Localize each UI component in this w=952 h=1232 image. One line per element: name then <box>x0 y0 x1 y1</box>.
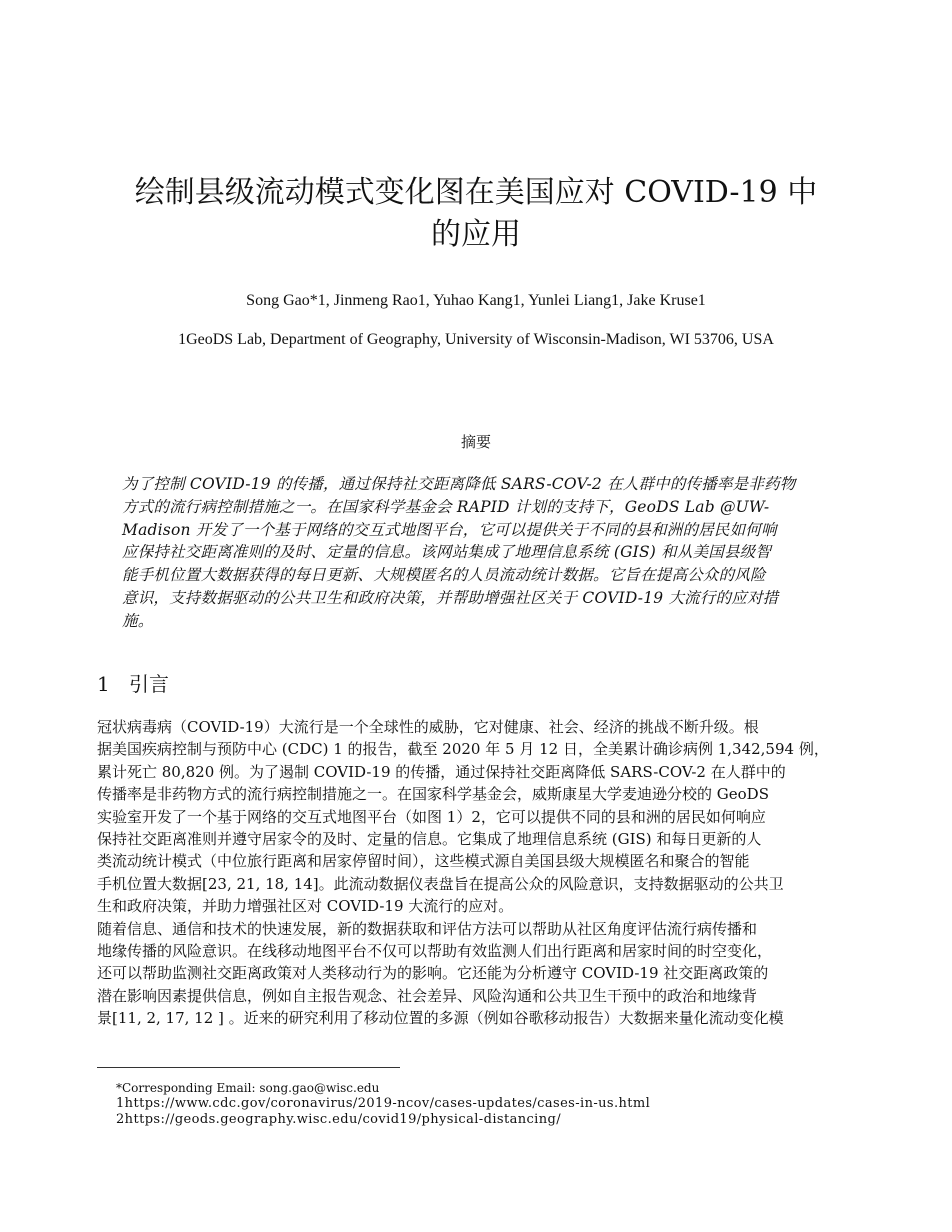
abstract-heading: 摘要 <box>460 433 491 451</box>
body-line: 手机位置大数据[23, 21, 18, 14]。此流动数据仪表盘旨在提高公众的风险意识，支持数据驱动的公共卫 <box>97 874 784 893</box>
abstract-line: 为了控制 COVID-19 的传播，通过保持社交距离降低 SARS-COV-2 在人群中的传播率是非药物 <box>122 475 796 493</box>
body-line: 据美国疾病控制与预防中心 (CDC) 1 的报告，截至 2020 年 5 月 12 日，全美累计确诊病例 1,342,594 例， <box>97 740 829 759</box>
section-heading <box>97 670 169 698</box>
title-line-1: 绘制县级流动模式变化图在美国应对 COVID-19 中 <box>134 175 818 210</box>
footnote-divider <box>97 1067 400 1068</box>
section-number: 1 <box>97 672 110 696</box>
body-line: 随着信息、通信和技术的快速发展，新的数据获取和评估方法可以帮助从社区角度评估流行病传播和 <box>97 919 758 938</box>
body-line: 保持社交距离准则并遵守居家令的及时、定量的信息。它集成了地理信息系统 (GIS) 和每日更新的人 <box>97 830 762 849</box>
body-line: 累计死亡 80,820 例。为了遏制 COVID-19 的传播，通过保持社交距离降低 SARS-COV-2 在人群中的 <box>97 762 786 781</box>
body-line: 地缘传播的风险意识。在线移动地图平台不仅可以帮助有效监测人们出行距离和居家时间的时空变化， <box>97 942 773 961</box>
section-body <box>97 716 857 1030</box>
body-line: 生和政府决策，并助力增强社区对 COVID-19 大流行的应对。 <box>97 897 514 916</box>
section-title: 引言 <box>129 672 169 696</box>
abstract-line: 应保持社交距离准则的及时、定量的信息。该网站集成了地理信息系统 (GIS) 和从美国县级智 <box>122 543 772 562</box>
body-line: 类流动统计模式（中位旅行距离和居家停留时间），这些模式源自美国县级大规模匿名和聚合的智能 <box>97 852 750 871</box>
footnotes <box>116 1080 650 1128</box>
body-line: 潜在影响因素提供信息，例如自主报告观念、社会差异、风险沟通和公共卫生干预中的政治和地缘背 <box>97 986 758 1005</box>
affiliation: 1GeoDS Lab, Department of Geography, University of Wisconsin-Madison, WI 53706, USA <box>178 331 774 348</box>
footnote-link-2[interactable]: 2https://geods.geography.wisc.edu/covid19/physical-distancing/ <box>116 1112 562 1127</box>
body-line: 景[11, 2, 17, 12 ] 。近来的研究利用了移动位置的多源（例如谷歌移动报告）大数据来量化流动变化模 <box>97 1009 784 1028</box>
abstract-line: 能手机位置大数据获得的每日更新、大规模匿名的人员流动统计数据。它旨在提高公众的风险 <box>122 566 766 585</box>
abstract-line: Madison 开发了一个基于网络的交互式地图平台，它可以提供关于不同的县和洲的居民如何响 <box>122 520 777 539</box>
author-list: Song Gao*1, Jinmeng Rao1, Yuhao Kang1, Yunlei Liang1, Jake Kruse1 <box>246 292 706 309</box>
abstract-line: 意识，支持数据驱动的公共卫生和政府决策，并帮助增强社区关于 COVID-19 大流行的应对措 <box>122 588 779 607</box>
paper-title <box>100 172 852 256</box>
title-line-2: 的应用 <box>431 217 521 252</box>
body-line: 还可以帮助监测社交距离政策对人类移动行为的影响。它还能为分析遵守 COVID-19 社交距离政策的 <box>97 964 769 983</box>
body-line: 冠状病毒病（COVID-19）大流行是一个全球性的威胁，它对健康、社会、经济的挑战不断升级。根 <box>97 718 759 736</box>
body-line: 传播率是非药物方式的流行病控制措施之一。在国家科学基金会，威斯康星大学麦迪逊分校的 GeoDS <box>97 785 769 804</box>
body-line: 实验室开发了一个基于网络的交互式地图平台（如图 1）2，它可以提供不同的县和洲的居民如何响应 <box>97 807 766 826</box>
abstract-line: 施。 <box>122 611 154 630</box>
footnote-corresponding: *Corresponding Email: song.gao@wisc.edu <box>116 1081 380 1095</box>
abstract-text <box>122 473 838 633</box>
footnote-link-1[interactable]: 1https://www.cdc.gov/coronavirus/2019-ncov/cases-updates/cases-in-us.html <box>116 1096 651 1111</box>
abstract-line: 方式的流行病控制措施之一。在国家科学基金会 RAPID 计划的支持下，GeoDS Lab @UW- <box>122 497 770 516</box>
